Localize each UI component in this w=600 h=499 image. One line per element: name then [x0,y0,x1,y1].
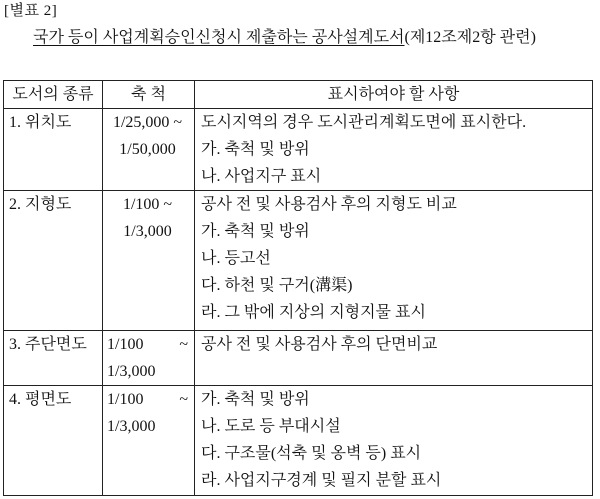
item-text: 공사 전 및 사용검사 후의 지형도 비교 [201,196,457,213]
col-header-required-items: 표시하여야 할 사항 [195,81,593,109]
item-text: 라. 사업지구경계 및 필지 분할 표시 [201,472,442,489]
design-documents-table [3,80,593,496]
item-text: 가. 축척 및 방위 [201,141,310,158]
scale-tilde: ~ [179,336,188,353]
doc-type-cell [4,191,103,331]
item-text: 나. 사업지구 표시 [201,168,322,185]
doc-type-cell [4,386,103,496]
item-text: 나. 등고선 [201,250,271,267]
scale-value: 1/100 ~ [122,196,173,213]
doc-type-cell [4,109,103,191]
scale-line [107,331,188,358]
required-items-cell [195,109,593,191]
scale-value: 1/3,000 [123,223,172,240]
required-items-cell [195,331,593,386]
scale-value: 1/100 [107,336,144,353]
title-reference: (제12조제2항 관련) [404,29,536,46]
item-text: 가. 축척 및 방위 [201,391,310,408]
document-title [33,27,536,49]
doc-type-label: 2. 지형도 [9,196,72,213]
required-items-cell [195,191,593,331]
item-text: 도시지역의 경우 도시관리계획도면에 표시한다. [201,114,527,131]
scale-cell [103,191,195,331]
item-text: 가. 축척 및 방위 [201,223,310,240]
annex-label: [별표 2] [4,3,58,19]
required-items-cell [195,386,593,496]
scale-tilde: ~ [179,391,188,408]
title-underlined-text: 국가 등이 사업계획승인신청시 제출하는 공사설계도서 [33,29,405,46]
scale-value: 1/3,000 [107,363,156,380]
scale-value: 1/3,000 [107,418,156,435]
item-text: 공사 전 및 사용검사 후의 단면비교 [201,336,438,353]
doc-type-label: 4. 평면도 [9,391,72,408]
doc-type-label: 1. 위치도 [9,114,72,131]
col-header-scale: 축 척 [103,81,195,109]
scale-line [107,386,188,413]
scale-value: 1/100 [107,391,144,408]
scale-value: 1/50,000 [119,141,176,158]
scale-cell [103,109,195,191]
item-text: 다. 하천 및 구거(溝渠) [201,277,353,294]
table-row [4,109,593,191]
table-row [4,331,593,386]
item-text: 나. 도로 등 부대시설 [201,418,341,435]
scale-cell [103,386,195,496]
scale-cell [103,331,195,386]
doc-type-cell [4,331,103,386]
col-header-doc-type: 도서의 종류 [4,81,103,109]
table-row [4,386,593,496]
scale-value: 1/25,000 ~ [112,114,183,131]
item-text: 다. 구조물(석축 및 옹벽 등) 표시 [201,445,422,462]
table-header-row [4,81,593,109]
doc-type-label: 3. 주단면도 [9,336,87,353]
table-row [4,191,593,331]
item-text: 라. 그 밖에 지상의 지형지물 표시 [201,304,426,321]
